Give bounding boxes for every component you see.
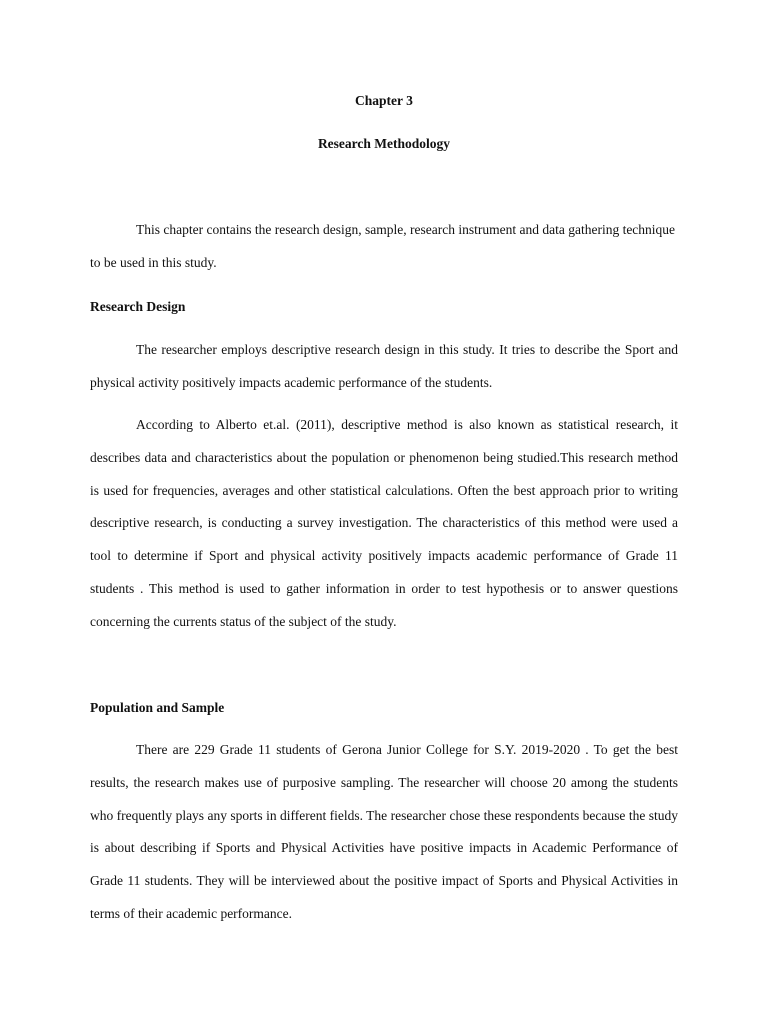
- section-heading-population-and-sample: Population and Sample: [90, 700, 225, 715]
- chapter-title: Research Methodology: [317, 136, 451, 151]
- research-design-paragraph-1: The researcher employs descriptive research design in this study. It tries to describe the Sport and physical activity positively impacts academic performance of the students.: [90, 342, 678, 390]
- section-heading-research-design: Research Design: [90, 299, 186, 314]
- intro-paragraph: This chapter contains the research design, sample, research instrument and data gathering technique to be used in this study.: [90, 222, 676, 270]
- research-design-paragraph-2: According to Alberto et.al. (2011), descriptive method is also known as statistical research, it describes data and characteristics about the population or phenomenon being studied.This research method is used for frequencies, averages and other statistical calculations. Often the best approach prior to writing descriptive research, is conducting a survey investigation. The characteristics of this method were used a tool to determine if Sport and physical activity positively impacts academic performance of Grade 11 students . This method is used to gather information in order to test hypothesis or to answer questions concerning the currents status of the subject of the study.: [90, 417, 678, 629]
- population-sample-paragraph: There are 229 Grade 11 students of Gerona Junior College for S.Y. 2019-2020 . To get the best results, the research makes use of purposive sampling. The researcher will choose 20 among the students who frequently plays any sports in different fields. The researcher chose these respondents because the study is about describing if Sports and Physical Activities have positive impacts in Academic Performance of Grade 11 students. They will be interviewed about the positive impact of Sports and Physical Activities in terms of their academic performance.: [90, 742, 678, 921]
- chapter-number: Chapter 3: [355, 93, 413, 108]
